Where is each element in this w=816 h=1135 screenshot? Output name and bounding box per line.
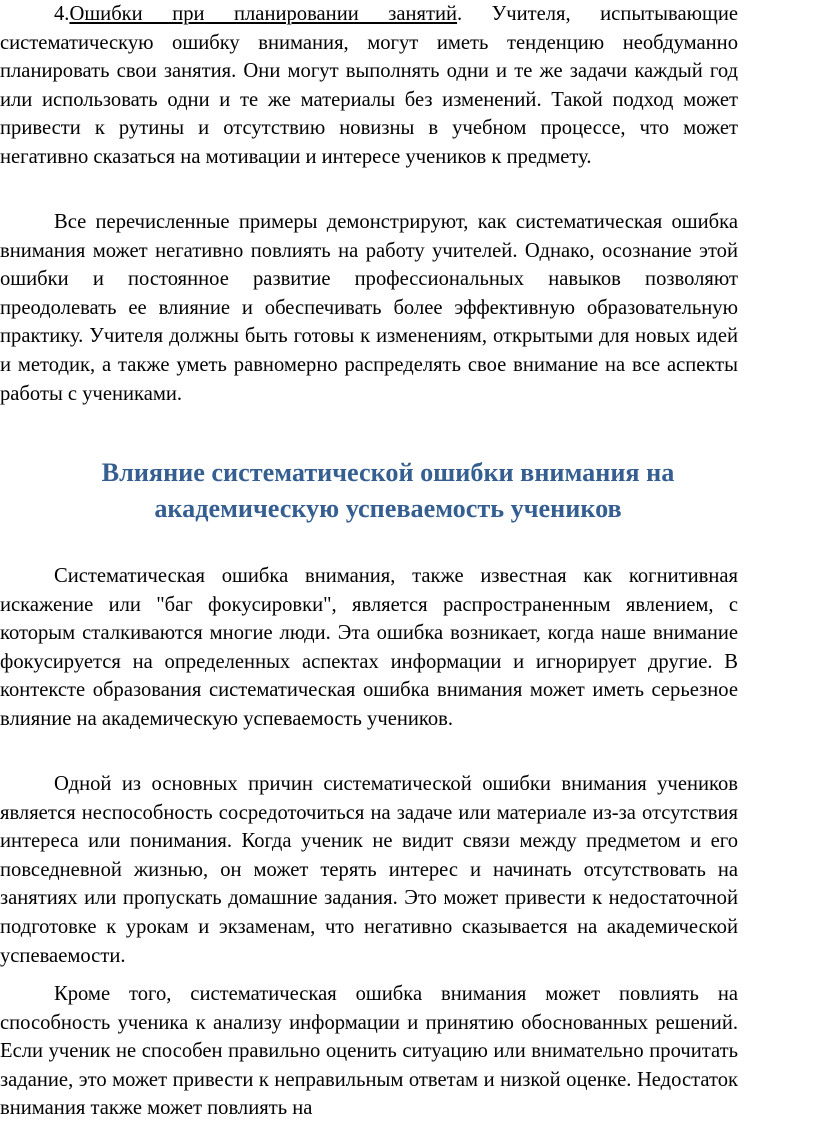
item4-body: . Учителя, испытывающие систематическую ошибку внимания, могут иметь тенденцию необдуманно планировать свои занятия. Они могут выполнять одни и те же задачи каждый год или использовать одни и те же материалы без изменений. Такой подход может привести к рутины и отсутствию новизны в учебном процессе, что может негативно сказаться на мотивации и интересе учеников к предмету. bbox=[0, 3, 739, 168]
item4-title: Ошибки при планировании занятий bbox=[69, 3, 458, 25]
decisions-paragraph: Кроме того, систематическая ошибка внимания может повлиять на способность ученика к анализу информации и принятию обоснованных решений. Если ученик не способен правильно оценить ситуацию или внимательно прочитать задание, это может привести к неправильным ответам и низкой оценке. Недостаток внимания также может повлиять на bbox=[0, 983, 738, 1120]
causes-paragraph: Одной из основных причин систематической ошибки внимания учеников является неспособность сосредоточиться на задаче или материале из-за отсутствия интереса или понимания. Когда ученик не видит связи между предметом и его повседневной жизнью, он может терять интерес и начинать отсутствовать на занятиях или пропускать домашние задания. Это может привести к недостаточной подготовке к урокам и экзаменам, что негативно сказывается на академической успеваемости. bbox=[0, 773, 738, 967]
section-heading-line2: академическую успеваемость учеников bbox=[154, 494, 622, 523]
section-heading-line1: Влияние систематической ошибки внимания на bbox=[101, 458, 675, 487]
intro-paragraph: Систематическая ошибка внимания, также известная как когнитивная искажение или "баг фокусировки", является распространенным явлением, с которым сталкиваются многие люди. Эта ошибка возникает, когда наше внимание фокусируется на определенных аспектах информации и игнорирует другие. В контексте образования систематическая ошибка внимания может иметь серьезное влияние на академическую успеваемость учеников. bbox=[0, 565, 738, 730]
summary-paragraph: Все перечисленные примеры демонстрируют, как систематическая ошибка внимания может негативно повлиять на работу учителей. Однако, осознание этой ошибки и постоянное развитие профессиональных навыков позволяют преодолевать ее влияние и обеспечивать более эффективную образовательную практику. Учителя должны быть готовы к изменениям, открытыми для новых идей и методик, а также уметь равномерно распределять свое внимание на все аспекты работы с учениками. bbox=[0, 211, 738, 405]
item4-paragraph bbox=[0, 0, 738, 172]
item4-number: 4. bbox=[54, 3, 70, 25]
section-heading bbox=[0, 455, 776, 527]
